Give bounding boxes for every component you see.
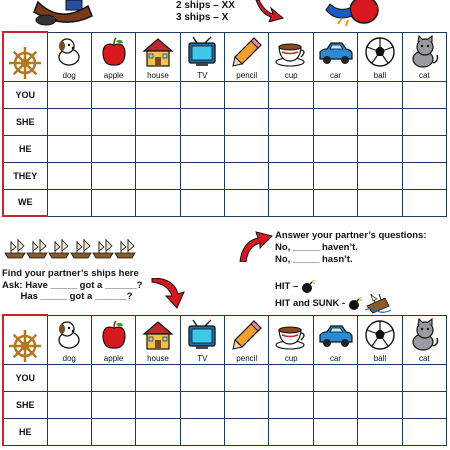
grid-row-they bbox=[3, 162, 447, 189]
grid-cell[interactable] bbox=[313, 162, 357, 189]
grid-cell[interactable] bbox=[358, 108, 402, 135]
grid-cell[interactable] bbox=[402, 189, 446, 216]
tv-icon bbox=[181, 35, 224, 71]
grid-cell[interactable] bbox=[402, 391, 446, 418]
header-row bbox=[3, 315, 447, 364]
grid-cell[interactable] bbox=[180, 418, 224, 445]
grid-cell[interactable] bbox=[358, 189, 402, 216]
grid-cell[interactable] bbox=[136, 162, 180, 189]
sunk-row bbox=[275, 294, 391, 314]
col-label: cat bbox=[418, 70, 430, 80]
grid-cell[interactable] bbox=[180, 189, 224, 216]
grid-cell[interactable] bbox=[91, 189, 135, 216]
grid-cell[interactable] bbox=[225, 81, 269, 108]
grid-cell[interactable] bbox=[225, 391, 269, 418]
ship-wheel-icon bbox=[4, 45, 47, 81]
car-icon bbox=[314, 35, 357, 71]
row-label: YOU bbox=[3, 81, 47, 108]
col-label: dog bbox=[62, 70, 76, 80]
bomb-icon bbox=[301, 280, 315, 294]
ask-line-have: Ask: Have _____ got a ______? bbox=[2, 279, 143, 291]
car-icon bbox=[314, 318, 357, 354]
grid-cell[interactable] bbox=[47, 162, 91, 189]
cup-icon bbox=[269, 35, 312, 71]
cartoon-parrot-icon bbox=[322, 0, 382, 28]
grid-row-we bbox=[3, 189, 447, 216]
col-apple bbox=[91, 32, 135, 81]
col-dog bbox=[47, 315, 91, 364]
hit-legend bbox=[275, 280, 391, 314]
pencil-icon bbox=[225, 35, 268, 71]
grid-cell[interactable] bbox=[225, 135, 269, 162]
cat-icon bbox=[403, 318, 446, 354]
grid-cell[interactable] bbox=[180, 364, 224, 391]
col-label: ball bbox=[373, 70, 387, 80]
col-label: pencil bbox=[236, 353, 258, 363]
answer-instructions bbox=[275, 230, 427, 266]
house-icon bbox=[136, 35, 179, 71]
grid-cell[interactable] bbox=[225, 189, 269, 216]
grid-cell[interactable] bbox=[47, 108, 91, 135]
grid-cell[interactable] bbox=[91, 391, 135, 418]
ship-wheel-cell bbox=[3, 32, 47, 81]
col-label: TV bbox=[197, 70, 208, 80]
grid-cell[interactable] bbox=[47, 418, 91, 445]
col-label: cup bbox=[284, 70, 298, 80]
grid-cell[interactable] bbox=[91, 162, 135, 189]
grid-cell[interactable] bbox=[180, 162, 224, 189]
house-icon bbox=[136, 318, 179, 354]
ship-legend bbox=[176, 0, 235, 24]
grid-cell[interactable] bbox=[91, 135, 135, 162]
col-cup bbox=[269, 32, 313, 81]
col-label: car bbox=[329, 353, 342, 363]
bomb-icon bbox=[348, 297, 362, 311]
col-label: TV bbox=[197, 353, 208, 363]
col-ball bbox=[358, 315, 402, 364]
col-label: pencil bbox=[236, 70, 258, 80]
grid-cell[interactable] bbox=[358, 162, 402, 189]
grid-cell[interactable] bbox=[225, 418, 269, 445]
ball-icon bbox=[358, 35, 401, 71]
row-label: THEY bbox=[3, 162, 47, 189]
col-house bbox=[136, 32, 180, 81]
grid-row-she bbox=[3, 108, 447, 135]
grid-cell[interactable] bbox=[402, 135, 446, 162]
grid-cell[interactable] bbox=[91, 108, 135, 135]
col-label: car bbox=[329, 70, 342, 80]
grid-cell[interactable] bbox=[225, 162, 269, 189]
grid-cell[interactable] bbox=[180, 108, 224, 135]
grid-cell[interactable] bbox=[313, 418, 357, 445]
top-grid bbox=[2, 31, 447, 217]
cat-icon bbox=[403, 35, 446, 71]
legend-two-ships: 2 ships – XX bbox=[176, 0, 235, 11]
row-label: HE bbox=[3, 135, 47, 162]
col-label: ball bbox=[373, 353, 387, 363]
col-dog bbox=[47, 32, 91, 81]
grid-cell[interactable] bbox=[136, 391, 180, 418]
col-tv bbox=[180, 32, 224, 81]
col-pencil bbox=[225, 315, 269, 364]
arrow-top-icon bbox=[255, 0, 285, 22]
grid-cell[interactable] bbox=[136, 364, 180, 391]
grid-cell[interactable] bbox=[47, 81, 91, 108]
col-label: cup bbox=[284, 353, 298, 363]
grid-cell[interactable] bbox=[313, 364, 357, 391]
grid-cell[interactable] bbox=[136, 108, 180, 135]
grid-row-she bbox=[3, 391, 447, 418]
grid-cell[interactable] bbox=[269, 364, 313, 391]
row-label: HE bbox=[3, 418, 47, 445]
grid-cell[interactable] bbox=[269, 391, 313, 418]
col-tv bbox=[180, 315, 224, 364]
grid-cell[interactable] bbox=[180, 135, 224, 162]
col-label: apple bbox=[103, 70, 124, 80]
grid-row-you bbox=[3, 81, 447, 108]
grid-cell[interactable] bbox=[358, 364, 402, 391]
grid-cell[interactable] bbox=[269, 189, 313, 216]
dog-icon bbox=[48, 318, 91, 354]
col-cup bbox=[269, 315, 313, 364]
grid-cell[interactable] bbox=[402, 364, 446, 391]
row-label: SHE bbox=[3, 108, 47, 135]
sinking-ship-icon bbox=[365, 294, 391, 314]
grid-cell[interactable] bbox=[313, 108, 357, 135]
col-label: house bbox=[147, 353, 169, 363]
grid-cell[interactable] bbox=[136, 189, 180, 216]
col-ball bbox=[358, 32, 402, 81]
grid-cell[interactable] bbox=[269, 418, 313, 445]
dog-icon bbox=[48, 35, 91, 71]
col-label: dog bbox=[62, 353, 76, 363]
grid-cell[interactable] bbox=[313, 135, 357, 162]
row-label: SHE bbox=[3, 391, 47, 418]
grid-cell[interactable] bbox=[269, 135, 313, 162]
grid-cell[interactable] bbox=[358, 418, 402, 445]
col-apple bbox=[91, 315, 135, 364]
ball-icon bbox=[358, 318, 401, 354]
answer-hasnt-line: No, _____ hasn’t. bbox=[275, 254, 353, 265]
grid-cell[interactable] bbox=[91, 364, 135, 391]
col-label: cat bbox=[418, 353, 430, 363]
arrow-up-icon bbox=[236, 228, 274, 262]
find-instructions bbox=[2, 268, 142, 303]
tv-icon bbox=[181, 318, 224, 354]
col-cat bbox=[402, 32, 446, 81]
grid-cell[interactable] bbox=[91, 81, 135, 108]
grid-cell[interactable] bbox=[313, 391, 357, 418]
col-label: apple bbox=[103, 353, 124, 363]
pencil-icon bbox=[225, 318, 268, 354]
col-label: house bbox=[147, 70, 169, 80]
grid-row-he bbox=[3, 135, 447, 162]
grid-cell[interactable] bbox=[402, 108, 446, 135]
grid-cell[interactable] bbox=[180, 391, 224, 418]
cup-icon bbox=[269, 318, 312, 354]
row-label: WE bbox=[3, 189, 47, 216]
grid-cell[interactable] bbox=[47, 364, 91, 391]
legend-three-ships: 3 ships – X bbox=[176, 12, 229, 23]
row-label: YOU bbox=[3, 364, 47, 391]
grid-cell[interactable] bbox=[136, 81, 180, 108]
sunk-label: HIT and SUNK - bbox=[275, 298, 346, 309]
hit-label: HIT – bbox=[275, 281, 299, 292]
grid-cell[interactable] bbox=[136, 418, 180, 445]
grid-cell[interactable] bbox=[358, 391, 402, 418]
grid-cell[interactable] bbox=[358, 135, 402, 162]
answer-heading: Answer your partner’s questions: bbox=[275, 230, 427, 241]
ask-line-has: Has _____ got a ______? bbox=[2, 291, 133, 302]
col-pencil bbox=[225, 32, 269, 81]
grid-cell[interactable] bbox=[269, 108, 313, 135]
col-car bbox=[313, 32, 357, 81]
grid-cell[interactable] bbox=[402, 162, 446, 189]
grid-cell[interactable] bbox=[313, 189, 357, 216]
grid-cell[interactable] bbox=[136, 135, 180, 162]
answer-haven-line: No, _____ haven’t. bbox=[275, 242, 358, 253]
col-house bbox=[136, 315, 180, 364]
grid-cell[interactable] bbox=[358, 81, 402, 108]
grid-cell[interactable] bbox=[91, 418, 135, 445]
ship-wheel-cell bbox=[3, 315, 47, 364]
apple-icon bbox=[92, 35, 135, 71]
bottom-grid bbox=[2, 314, 447, 446]
arrow-down-icon bbox=[150, 278, 186, 310]
grid-cell[interactable] bbox=[402, 418, 446, 445]
grid-cell[interactable] bbox=[402, 81, 446, 108]
ship-wheel-icon bbox=[4, 328, 47, 364]
ship-icon bbox=[5, 239, 135, 258]
col-cat bbox=[402, 315, 446, 364]
apple-icon bbox=[92, 318, 135, 354]
grid-cell[interactable] bbox=[225, 108, 269, 135]
find-line: Find your partner’s ships here bbox=[2, 268, 139, 279]
grid-cell[interactable] bbox=[225, 364, 269, 391]
grid-cell[interactable] bbox=[47, 391, 91, 418]
header-row bbox=[3, 32, 447, 81]
hit-row bbox=[275, 280, 391, 294]
grid-cell[interactable] bbox=[269, 162, 313, 189]
grid-row-you bbox=[3, 364, 447, 391]
grid-cell[interactable] bbox=[269, 81, 313, 108]
col-car bbox=[313, 315, 357, 364]
grid-cell[interactable] bbox=[313, 81, 357, 108]
ships-icon-row bbox=[4, 238, 136, 260]
cartoon-boy-icon bbox=[30, 0, 100, 26]
grid-row-he bbox=[3, 418, 447, 445]
grid-cell[interactable] bbox=[47, 189, 91, 216]
grid-cell[interactable] bbox=[180, 81, 224, 108]
grid-cell[interactable] bbox=[47, 135, 91, 162]
